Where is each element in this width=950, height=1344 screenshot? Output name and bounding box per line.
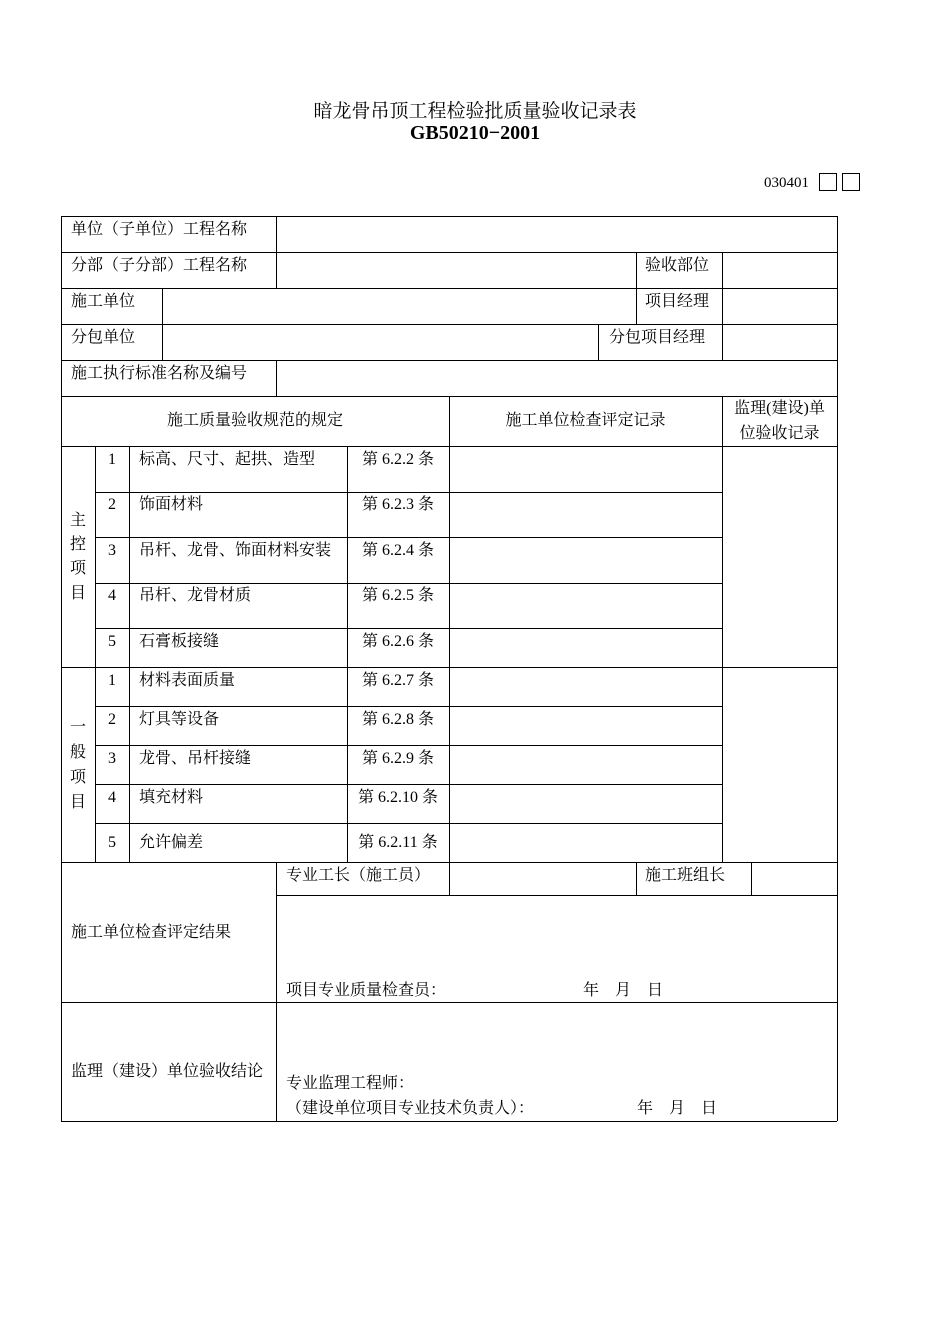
section-char: 主 (69, 512, 86, 529)
item-name: 允许偏差 (139, 834, 204, 851)
form-code-box-1[interactable] (819, 173, 837, 191)
item-number: 2 (108, 496, 116, 513)
result-date: 年 月 日 (583, 982, 664, 999)
item-number: 5 (108, 633, 116, 650)
item-number: 4 (108, 789, 116, 806)
item-clause: 第 6.2.9 条 (361, 750, 434, 767)
item-clause: 第 6.2.10 条 (357, 789, 438, 806)
section-char: 项 (69, 560, 86, 577)
item-number: 3 (108, 750, 116, 767)
owner-label: （建设单位项目专业技术负责人）： (286, 1100, 535, 1117)
item-name: 石膏板接缝 (139, 633, 220, 650)
item-name: 标高、尺寸、起拱、造型 (139, 451, 316, 468)
subcontract-unit-label: 分包单位 (71, 329, 136, 346)
item-number: 3 (108, 542, 116, 559)
inspector-label: 项目专业质量检查员： (286, 982, 447, 999)
project-manager-label: 项目经理 (645, 293, 710, 310)
item-number: 5 (108, 834, 116, 851)
acceptance-part-label: 验收部位 (645, 257, 710, 274)
item-name: 龙骨、吊杆接缝 (139, 750, 252, 767)
supervision-header-line2: 位验收记录 (739, 425, 820, 442)
item-clause: 第 6.2.2 条 (361, 451, 434, 468)
item-name: 灯具等设备 (139, 711, 220, 728)
item-number: 1 (108, 672, 116, 689)
construction-unit-label: 施工单位 (71, 293, 136, 310)
item-name: 吊杆、龙骨材质 (139, 587, 252, 604)
item-clause: 第 6.2.4 条 (361, 542, 434, 559)
item-clause: 第 6.2.7 条 (361, 672, 434, 689)
standard-code: GB50210−2001 (409, 122, 541, 144)
item-number: 1 (108, 451, 116, 468)
subcontract-manager-label: 分包项目经理 (609, 329, 706, 346)
section-char: 目 (69, 585, 86, 602)
item-name: 饰面材料 (139, 496, 204, 513)
item-number: 2 (108, 711, 116, 728)
foreman-label: 专业工长（施工员） (286, 867, 431, 884)
form-code: 030401 (764, 175, 809, 191)
standard-label: 施工执行标准名称及编号 (71, 365, 248, 382)
team-leader-label: 施工班组长 (645, 867, 726, 884)
sub-project-label: 分部（子分部）工程名称 (71, 257, 248, 274)
conclusion-label: 监理（建设）单位验收结论 (71, 1063, 264, 1080)
item-name: 材料表面质量 (139, 672, 236, 689)
check-header: 施工单位检查评定记录 (505, 412, 666, 429)
item-name: 吊杆、龙骨、饰面材料安装 (139, 542, 332, 559)
form-code-box-2[interactable] (842, 173, 860, 191)
section-char: 一 (69, 719, 86, 736)
item-clause: 第 6.2.8 条 (361, 711, 434, 728)
result-label: 施工单位检查评定结果 (71, 924, 232, 941)
item-clause: 第 6.2.3 条 (361, 496, 434, 513)
section-char: 般 (69, 744, 86, 761)
item-clause: 第 6.2.11 条 (358, 834, 438, 851)
section-char: 项 (69, 769, 86, 786)
section-char: 控 (69, 536, 86, 553)
spec-header: 施工质量验收规范的规定 (166, 412, 343, 429)
item-name: 填充材料 (139, 789, 204, 806)
engineer-label: 专业监理工程师： (286, 1075, 415, 1092)
item-clause: 第 6.2.6 条 (361, 633, 434, 650)
unit-project-label: 单位（子单位）工程名称 (71, 221, 248, 238)
supervision-header-line1: 监理(建设)单 (734, 400, 825, 417)
item-number: 4 (108, 587, 116, 604)
item-clause: 第 6.2.5 条 (361, 587, 434, 604)
conclusion-date: 年 月 日 (637, 1100, 718, 1117)
section-char: 目 (69, 794, 86, 811)
form-title: 暗龙骨吊顶工程检验批质量验收记录表 (313, 100, 637, 122)
